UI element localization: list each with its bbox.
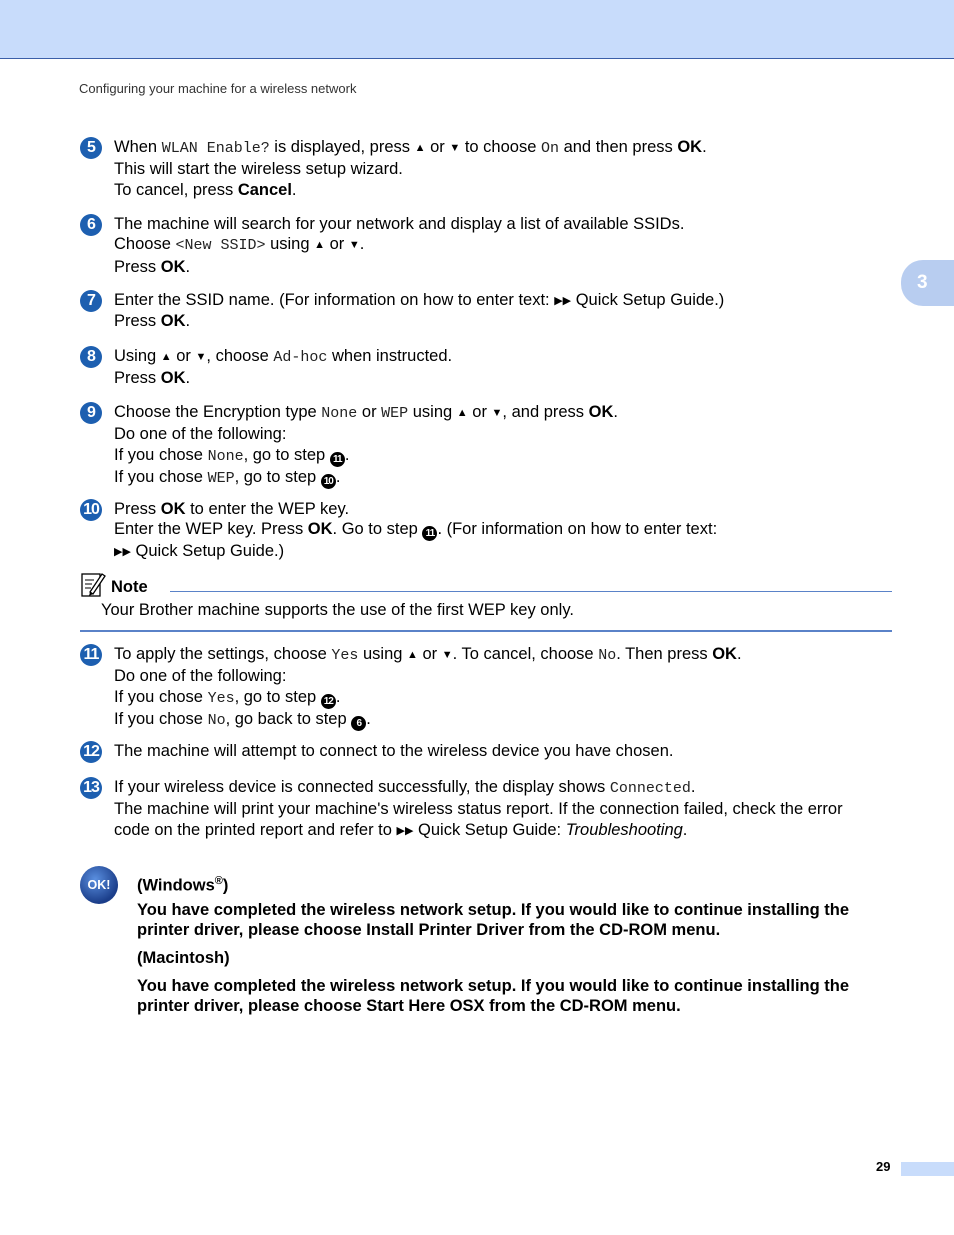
macintosh-heading: (Macintosh): [137, 949, 230, 967]
down-arrow-icon: ▼: [441, 649, 453, 661]
windows-instructions: You have completed the wireless network setup. If you would like to continue installing the printer driver, please choose Install Printer Driver from the CD-ROM menu.: [137, 901, 850, 940]
note-divider: [80, 630, 892, 632]
ok-badge-icon: OK!: [80, 866, 118, 904]
windows-heading: (Windows®): [137, 875, 229, 895]
step-line: If you chose Yes, go to step 12 .: [114, 687, 341, 707]
step-line: Press OK.: [114, 312, 191, 331]
double-arrow-icon: ▶▶: [396, 824, 414, 837]
step-line: Press OK.: [114, 369, 191, 388]
step-line: This will start the wireless setup wizard.: [114, 160, 403, 179]
note-text: Your Brother machine supports the use of the first WEP key only.: [101, 601, 574, 619]
step-number: 11: [80, 644, 102, 666]
note-label: Note: [111, 578, 148, 596]
note-pencil-icon: [80, 571, 106, 598]
up-arrow-icon: ▲: [414, 142, 426, 154]
step-number: 9: [80, 402, 102, 424]
step-line: Do one of the following:: [114, 425, 287, 444]
step-line: The machine will print your machine's wireless status report. If the connection failed, check the error: [114, 800, 843, 819]
double-arrow-icon: ▶▶: [114, 546, 131, 559]
step-line: Do one of the following:: [114, 667, 287, 686]
step-number: 13: [80, 777, 102, 799]
step-number: 12: [80, 741, 102, 763]
step-reference: 11: [330, 452, 345, 467]
double-arrow-icon: ▶▶: [554, 295, 572, 307]
down-arrow-icon: ▼: [491, 407, 503, 419]
step-line: If you chose None, go to step 11 .: [114, 445, 350, 465]
note-header: [80, 571, 892, 601]
step-line: If you chose WEP, go to step 10 .: [114, 467, 341, 487]
down-arrow-icon: ▼: [449, 142, 461, 154]
step-line: To cancel, press Cancel.: [114, 180, 297, 199]
step-line: Press OK.: [114, 257, 191, 276]
step-number: 8: [80, 346, 102, 368]
step-line: The machine will search for your network and display a list of available SSIDs.: [114, 215, 685, 233]
up-arrow-icon: ▲: [160, 351, 172, 363]
step-line: To apply the settings, choose Yes using ▲ or ▼. To cancel, choose No. Then press OK.: [114, 645, 742, 664]
step-reference: 11: [422, 526, 437, 541]
step-line: Enter the WEP key. Press OK. Go to step 11 . (For information on how to enter text:: [114, 520, 718, 540]
step-number: 5: [80, 137, 102, 159]
down-arrow-icon: ▼: [348, 239, 360, 252]
step-line: If your wireless device is connected successfully, the display shows Connected.: [114, 778, 696, 797]
page-number: 29: [876, 1159, 891, 1174]
up-arrow-icon: ▲: [314, 239, 325, 252]
running-head: Configuring your machine for a wireless network: [79, 81, 357, 96]
header-band: [0, 0, 954, 59]
step-line: Using ▲ or ▼, choose Ad-hoc when instructed.: [114, 347, 453, 366]
step-number: 7: [80, 290, 102, 312]
macintosh-instructions: You have completed the wireless network setup. If you would like to continue installing the printer driver, please choose Start Here OSX from the CD-ROM menu.: [137, 977, 850, 1016]
step-number: 10: [80, 499, 102, 521]
step-line: If you chose No, go back to step 6 .: [114, 709, 371, 729]
down-arrow-icon: ▼: [195, 351, 207, 363]
step-line: Enter the SSID name. (For information on how to enter text: ▶▶ Quick Setup Guide.): [114, 291, 725, 309]
up-arrow-icon: ▲: [407, 649, 418, 661]
step-reference: 12: [321, 694, 336, 709]
step-line: The machine will attempt to connect to the wireless device you have chosen.: [114, 742, 674, 760]
up-arrow-icon: ▲: [456, 407, 468, 419]
page-number-bar: [901, 1162, 954, 1176]
step-line: Choose the Encryption type None or WEP using ▲ or ▼, and press OK.: [114, 403, 618, 422]
step-reference: 10: [321, 474, 336, 489]
step-reference: 6: [351, 716, 366, 731]
step-number: 6: [80, 214, 102, 236]
step-line: Press OK to enter the WEP key.: [114, 500, 350, 518]
step-line: code on the printed report and refer to ▶▶ Quick Setup Guide: Troubleshooting.: [114, 820, 688, 839]
note-divider: [170, 591, 892, 592]
step-line: When WLAN Enable? is displayed, press ▲ or ▼ to choose On and then press OK.: [114, 138, 707, 157]
step-line: Choose <New SSID> using ▲ or ▼.: [114, 235, 365, 255]
chapter-tab: 3: [901, 260, 954, 306]
step-line: ▶▶ Quick Setup Guide.): [114, 542, 285, 561]
